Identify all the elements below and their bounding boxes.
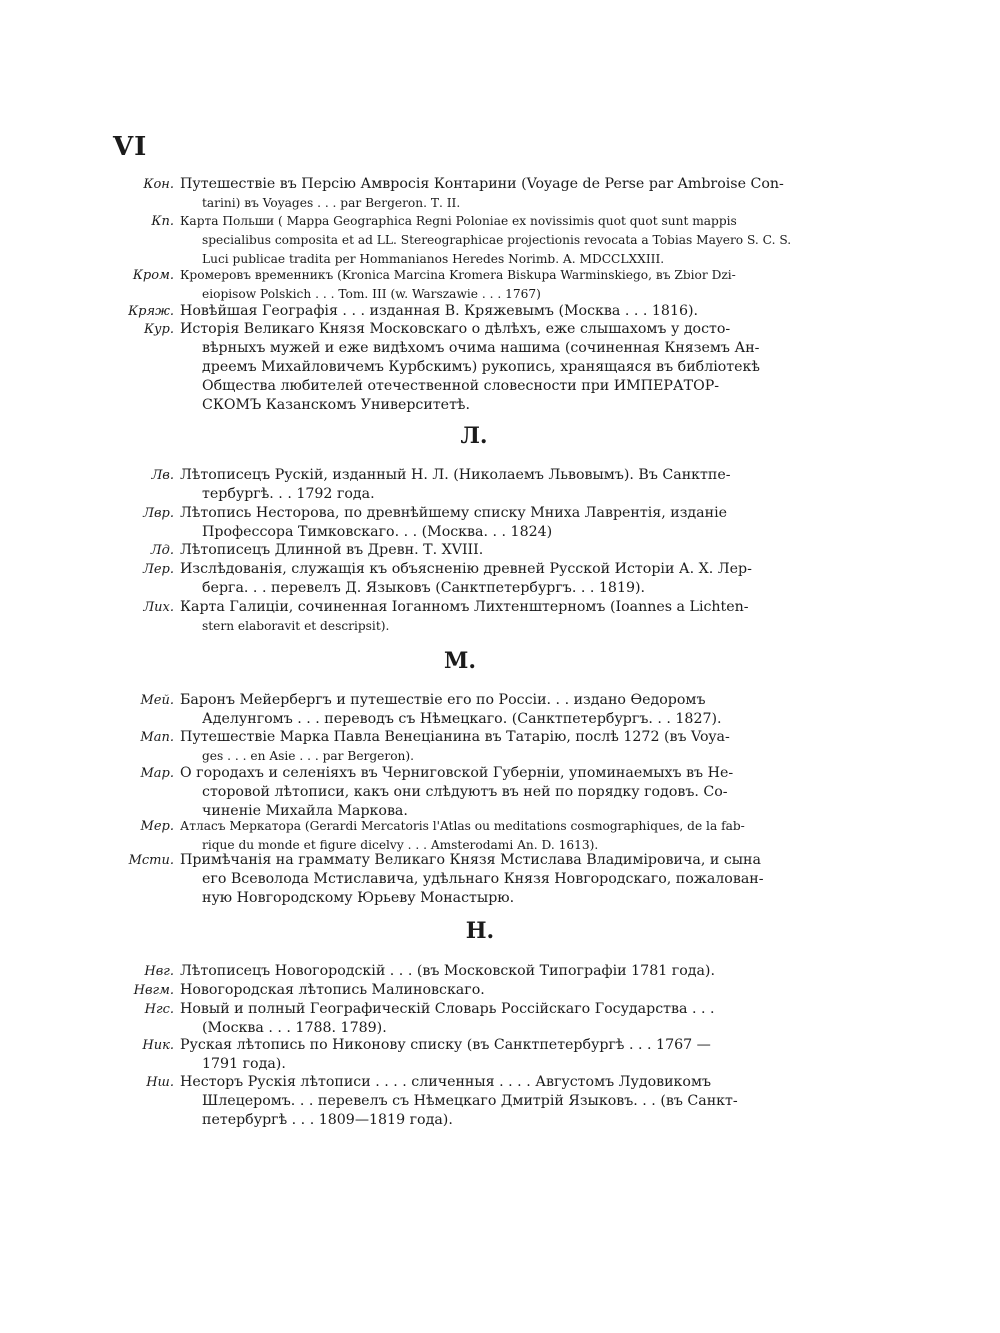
entry-text xyxy=(180,962,848,981)
entry-abbreviation: Кп. xyxy=(151,214,174,229)
entry-line: его Всеволода Мстиславича, удѣльнаго Князя Новгородскаго, пожалован- xyxy=(202,871,764,887)
entry-abbreviation: Мей. xyxy=(140,693,174,708)
entry-text xyxy=(180,504,848,542)
entry-abbreviation: Ник. xyxy=(142,1038,174,1053)
entry-text xyxy=(180,266,848,304)
entry-line: Аделунгомъ . . . переводъ съ Нѣмецкаго. (Санктпетербургъ. . . 1827). xyxy=(202,711,722,727)
entry-abbreviation: Кон. xyxy=(143,177,174,192)
entry-text xyxy=(180,560,848,598)
entry-text xyxy=(180,851,848,908)
entry-text xyxy=(180,1000,848,1038)
entry-line: specialibus composita et ad LL. Stereographicae projectionis revocata a Tobias Mayero S. C. S. xyxy=(202,233,792,247)
entry-line: Лѣтописецъ Новогородскій . . . (въ Московской Типографіи 1781 года). xyxy=(180,963,715,979)
entry-line: чиненіе Михайла Маркова. xyxy=(202,803,408,819)
entry-line: ges . . . en Asie . . . par Bergeron). xyxy=(202,749,415,763)
entry-line: 1791 года). xyxy=(202,1056,286,1072)
entry-line: Лѣтописецъ Рускій, изданный Н. Л. (Николаемъ Львовымъ). Въ Санктпе- xyxy=(180,467,731,483)
entry-abbreviation: Мсти. xyxy=(128,853,174,868)
entry-line: eiopisow Polskich . . . Tom. III (w. Warszawie . . . 1767) xyxy=(202,287,541,301)
entry-line: stern elaboravit et descripsit). xyxy=(202,619,390,633)
entry-line: дреемъ Михайловичемъ Курбскимъ) рукопись, хранящаяся въ библіотекѣ xyxy=(202,359,760,375)
entry-abbreviation: Кром. xyxy=(132,268,174,283)
entry-line: Путешествіе въ Персію Амвросія Контарини (Voyage de Perse par Ambroise Con- xyxy=(180,176,784,192)
entry-abbreviation: Нвг. xyxy=(144,964,174,979)
entry-line: СКОМЪ Казанскомъ Университетѣ. xyxy=(202,397,470,413)
entry-line: Изслѣдованія, служащія къ объясненію древней Русской Исторіи А. Х. Лер- xyxy=(180,561,752,577)
entry-line: Luci publicae tradita per Hommanianos Heredes Norimb. A. MDCCLXXIII. xyxy=(202,252,665,266)
entry-line: Новый и полный Географическій Словарь Россійскаго Государства . . . xyxy=(180,1001,715,1017)
entry-abbreviation: Лих. xyxy=(143,600,174,615)
section-letter-m: М. xyxy=(443,648,476,674)
entry-text xyxy=(180,320,848,415)
entry-line: Исторія Великаго Князя Московскаго о дѣлѣхъ, еже слышахомъ у досто- xyxy=(180,321,731,337)
entry-abbreviation: Мар. xyxy=(140,766,174,781)
entry-line: Баронъ Мейербергъ и путешествіе его по Россіи. . . издано Ѳедоромъ xyxy=(180,692,706,708)
entry-text xyxy=(180,466,848,504)
entry-abbreviation: Кур. xyxy=(143,322,174,337)
entry-line: петербургѣ . . . 1809—1819 года). xyxy=(202,1112,453,1128)
entry-line: Карта Галиціи, сочиненная Іоганномъ Лихтенштерномъ (Ioannes a Lichten- xyxy=(180,599,749,615)
section-letter-n: Н. xyxy=(465,918,495,944)
entry-text xyxy=(180,1073,848,1130)
entry-line: Лѣтопись Несторова, по древнѣйшему списку Мниха Лаврентія, изданіе xyxy=(180,505,728,521)
entry-line: tarini) въ Voyages . . . par Bergeron. Т. II. xyxy=(202,196,461,210)
entry-line: тербургѣ. . . 1792 года. xyxy=(202,486,375,502)
entry-line: ную Новгородскому Юрьеву Монастырю. xyxy=(202,890,515,906)
section-letter-l: Л. xyxy=(460,423,488,449)
page-number: VI xyxy=(113,132,148,162)
entry-text xyxy=(180,302,848,321)
entry-text xyxy=(180,728,848,766)
entry-line: (Москва . . . 1788. 1789). xyxy=(202,1020,387,1036)
entry-text xyxy=(180,817,848,855)
entry-line: Кромеровъ временникъ (Kronica Marcina Kromera Biskupa Warminskiego, въ Zbior Dzi- xyxy=(180,268,736,282)
entry-text xyxy=(180,175,848,213)
entry-line: Шлецеромъ. . . перевелъ съ Нѣмецкаго Дмитрій Языковъ. . . (въ Санкт- xyxy=(202,1093,738,1109)
entry-abbreviation: Мер. xyxy=(140,819,174,834)
entry-line: вѣрныхъ мужей и еже видѣхомъ очима нашима (сочиненная Княземъ Ан- xyxy=(202,340,760,356)
entry-text xyxy=(180,212,848,269)
entry-text xyxy=(180,691,848,729)
entry-line: Атласъ Меркатора (Gerardi Mercatoris l'Atlas ou meditations cosmographiques, de la fab- xyxy=(180,819,745,833)
entry-abbreviation: Нгс. xyxy=(144,1002,174,1017)
entry-line: Профессора Тимковскаго. . . (Москва. . . 1824) xyxy=(202,524,553,540)
entry-abbreviation: Лвр. xyxy=(143,506,174,521)
entry-line: О городахъ и селеніяхъ въ Черниговской Губерніи, упоминаемыхъ въ Не- xyxy=(180,765,734,781)
entry-text xyxy=(180,541,848,560)
entry-line: rique du monde et figure dicelvy . . . Amsterodami An. D. 1613). xyxy=(202,838,599,852)
entry-line: Новѣйшая Географія . . . изданная В. Кряжевымъ (Москва . . . 1816). xyxy=(180,303,699,319)
entry-abbreviation: Мап. xyxy=(140,730,174,745)
entry-line: Руская лѣтопись по Никонову списку (въ Санктпетербургѣ . . . 1767 — xyxy=(180,1037,711,1053)
entry-text xyxy=(180,764,848,821)
entry-line: Новогородская лѣтопись Малиновскаго. xyxy=(180,982,485,998)
entry-text xyxy=(180,981,848,1000)
entry-line: сторовой лѣтописи, какъ они слѣдуютъ въ ней по порядку годовъ. Со- xyxy=(202,784,728,800)
entry-abbreviation: Лд. xyxy=(150,543,174,558)
entry-line: Примѣчанія на граммату Великаго Князя Мстислава Владиміровича, и сына xyxy=(180,852,761,868)
entry-abbreviation: Лер. xyxy=(143,562,174,577)
entry-text xyxy=(180,598,848,636)
entry-line: Общества любителей отечественной словесности при ИМПЕРАТОР- xyxy=(202,378,720,394)
entry-line: Несторъ Рускія лѣтописи . . . . сличенныя . . . . Августомъ Лудовикомъ xyxy=(180,1074,712,1090)
entry-abbreviation: Нвгм. xyxy=(133,983,174,998)
entry-line: Карта Польши ( Mappa Geographica Regni Poloniae ex novissimis quot quot sunt mappis xyxy=(180,214,737,228)
entry-text xyxy=(180,1036,848,1074)
entry-abbreviation: Кряж. xyxy=(128,304,174,319)
entry-line: Путешествіе Марка Павла Венеціанина въ Татарію, послѣ 1272 (въ Voya- xyxy=(180,729,730,745)
entry-abbreviation: Нш. xyxy=(146,1075,174,1090)
entry-abbreviation: Лв. xyxy=(151,468,174,483)
entry-line: берга. . . перевелъ Д. Языковъ (Санктпетербургъ. . . 1819). xyxy=(202,580,646,596)
entry-line: Лѣтописецъ Длинной въ Древн. Т. XVIII. xyxy=(180,542,484,558)
